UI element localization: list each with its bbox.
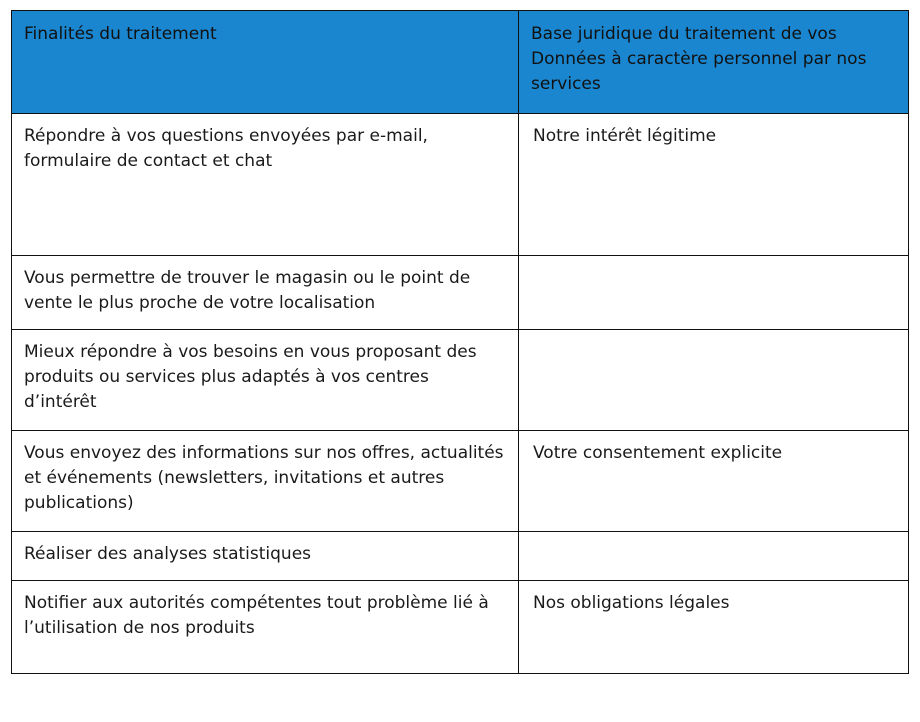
purpose-cell: Vous envoyez des informations sur nos offres, actualités et événements (newsletters, invitations et autres publications) bbox=[12, 431, 519, 532]
table-row bbox=[12, 431, 909, 532]
header-purposes: Finalités du traitement bbox=[12, 11, 519, 114]
purpose-cell: Répondre à vos questions envoyées par e-mail, formulaire de contact et chat bbox=[12, 114, 519, 256]
legal-basis-cell bbox=[519, 532, 909, 581]
table-header-row bbox=[12, 11, 909, 114]
purpose-cell: Vous permettre de trouver le magasin ou le point de vente le plus proche de votre localisation bbox=[12, 256, 519, 330]
purpose-cell: Notifier aux autorités compétentes tout problème lié à l’utilisation de nos produits bbox=[12, 581, 519, 674]
legal-basis-cell bbox=[519, 330, 909, 431]
data-processing-table bbox=[11, 10, 909, 674]
purpose-cell: Réaliser des analyses statistiques bbox=[12, 532, 519, 581]
table-row bbox=[12, 532, 909, 581]
legal-basis-cell: Notre intérêt légitime bbox=[519, 114, 909, 256]
table-row bbox=[12, 114, 909, 256]
purpose-cell: Mieux répondre à vos besoins en vous proposant des produits ou services plus adaptés à vos centres d’intérêt bbox=[12, 330, 519, 431]
legal-basis-cell bbox=[519, 256, 909, 330]
header-legal-basis: Base juridique du traitement de vos Données à caractère personnel par nos services bbox=[519, 11, 909, 114]
table-row bbox=[12, 330, 909, 431]
table-row bbox=[12, 581, 909, 674]
legal-basis-cell: Nos obligations légales bbox=[519, 581, 909, 674]
legal-basis-cell: Votre consentement explicite bbox=[519, 431, 909, 532]
table-row bbox=[12, 256, 909, 330]
